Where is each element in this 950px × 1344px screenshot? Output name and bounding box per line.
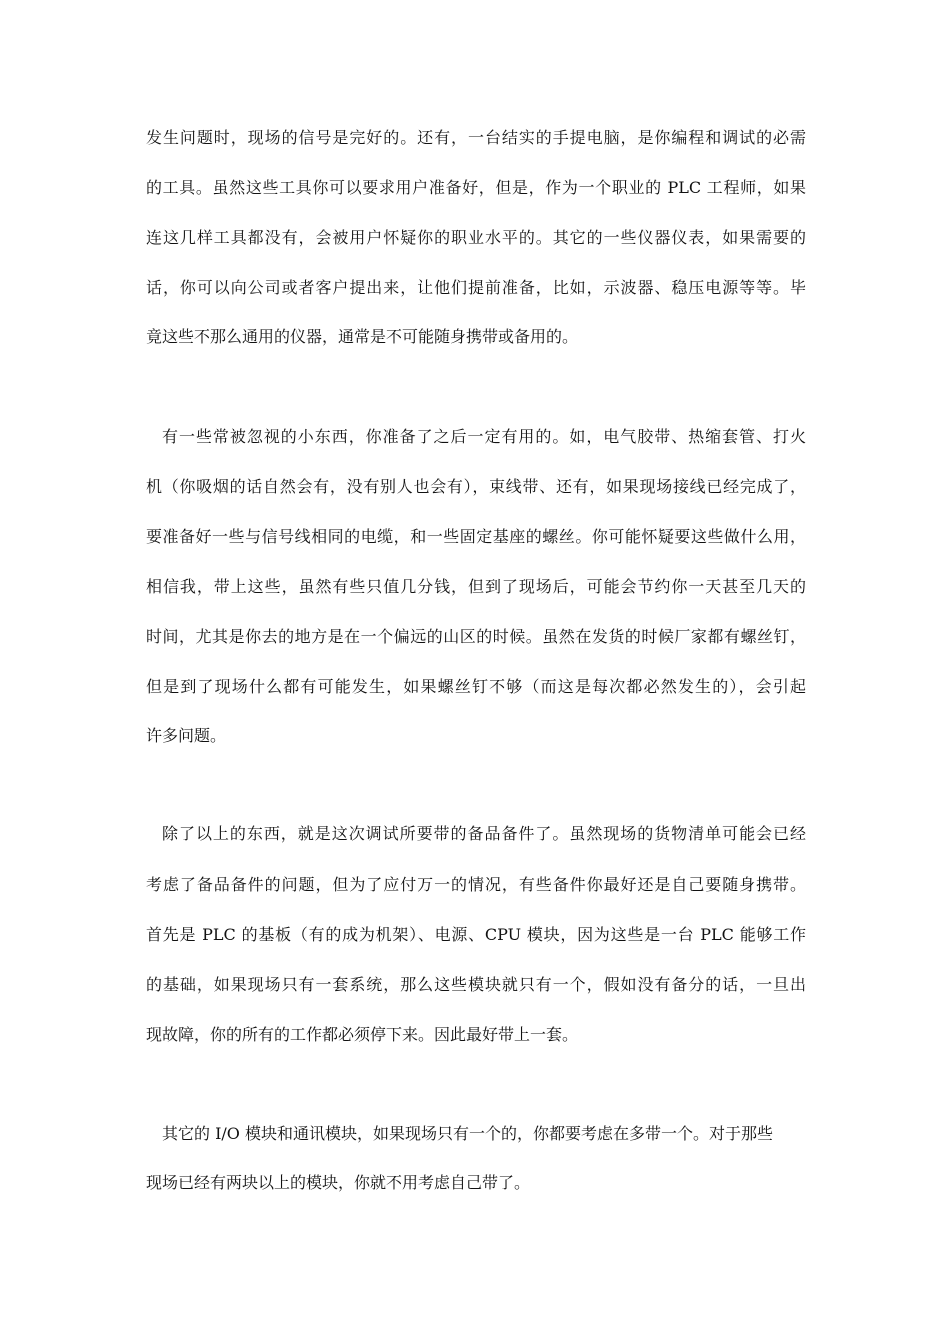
paragraph-4-line-1: 其它的 I/O 模块和通讯模块，如果现场只有一个的，你都要考虑在多带一个。对于那些 [162,1124,774,1143]
paragraph-2-line-2: 机（你吸烟的话自然会有，没有别人也会有），束线带、还有，如果现场接线已经完成了， [146,477,806,496]
paragraph-3-line-5: 现故障，你的所有的工作都必须停下来。因此最好带上一套。 [146,1025,579,1044]
paragraph-3-line-3: 首先是 PLC 的基板（有的成为机架）、电源、CPU 模块，因为这些是一台 PLC 能够工作 [146,925,806,944]
paragraph-3-line-1: 除了以上的东西，就是这次调试所要带的备品备件了。虽然现场的货物清单可能会已经 [162,824,806,843]
paragraph-3-line-2: 考虑了备品备件的问题，但为了应付万一的情况，有些备件你最好还是自己要随身携带。 [146,875,806,894]
paragraph-2-line-4: 相信我，带上这些，虽然有些只值几分钱，但到了现场后，可能会节约你一天甚至几天的 [146,577,806,596]
paragraph-1-line-3: 连这几样工具都没有，会被用户怀疑你的职业水平的。其它的一些仪器仪表，如果需要的 [146,228,806,247]
paragraph-1-line-1: 发生问题时，现场的信号是完好的。还有，一台结实的手提电脑，是你编程和调试的必需 [146,128,806,147]
paragraph-1-line-5: 竟这些不那么通用的仪器，通常是不可能随身携带或备用的。 [146,327,579,346]
paragraph-2-line-7: 许多问题。 [146,726,227,745]
paragraph-3-line-4: 的基础，如果现场只有一套系统，那么这些模块就只有一个，假如没有备分的话，一旦出 [146,975,806,994]
paragraph-1-line-2: 的工具。虽然这些工具你可以要求用户准备好，但是，作为一个职业的 PLC 工程师，如果 [146,178,806,197]
paragraph-2-line-6: 但是到了现场什么都有可能发生，如果螺丝钉不够（而这是每次都必然发生的），会引起 [146,677,806,696]
paragraph-2-line-3: 要准备好一些与信号线相同的电缆，和一些固定基座的螺丝。你可能怀疑要这些做什么用， [146,527,806,546]
paragraph-2-line-5: 时间，尤其是你去的地方是在一个偏远的山区的时候。虽然在发货的时候厂家都有螺丝钉， [146,627,806,646]
paragraph-4-line-2: 现场已经有两块以上的模块，你就不用考虑自己带了。 [146,1173,531,1192]
paragraph-2-line-1: 有一些常被忽视的小东西，你准备了之后一定有用的。如，电气胶带、热缩套管、打火 [162,427,806,446]
paragraph-1-line-4: 话，你可以向公司或者客户提出来，让他们提前准备，比如，示波器、稳压电源等等。毕 [146,278,806,297]
